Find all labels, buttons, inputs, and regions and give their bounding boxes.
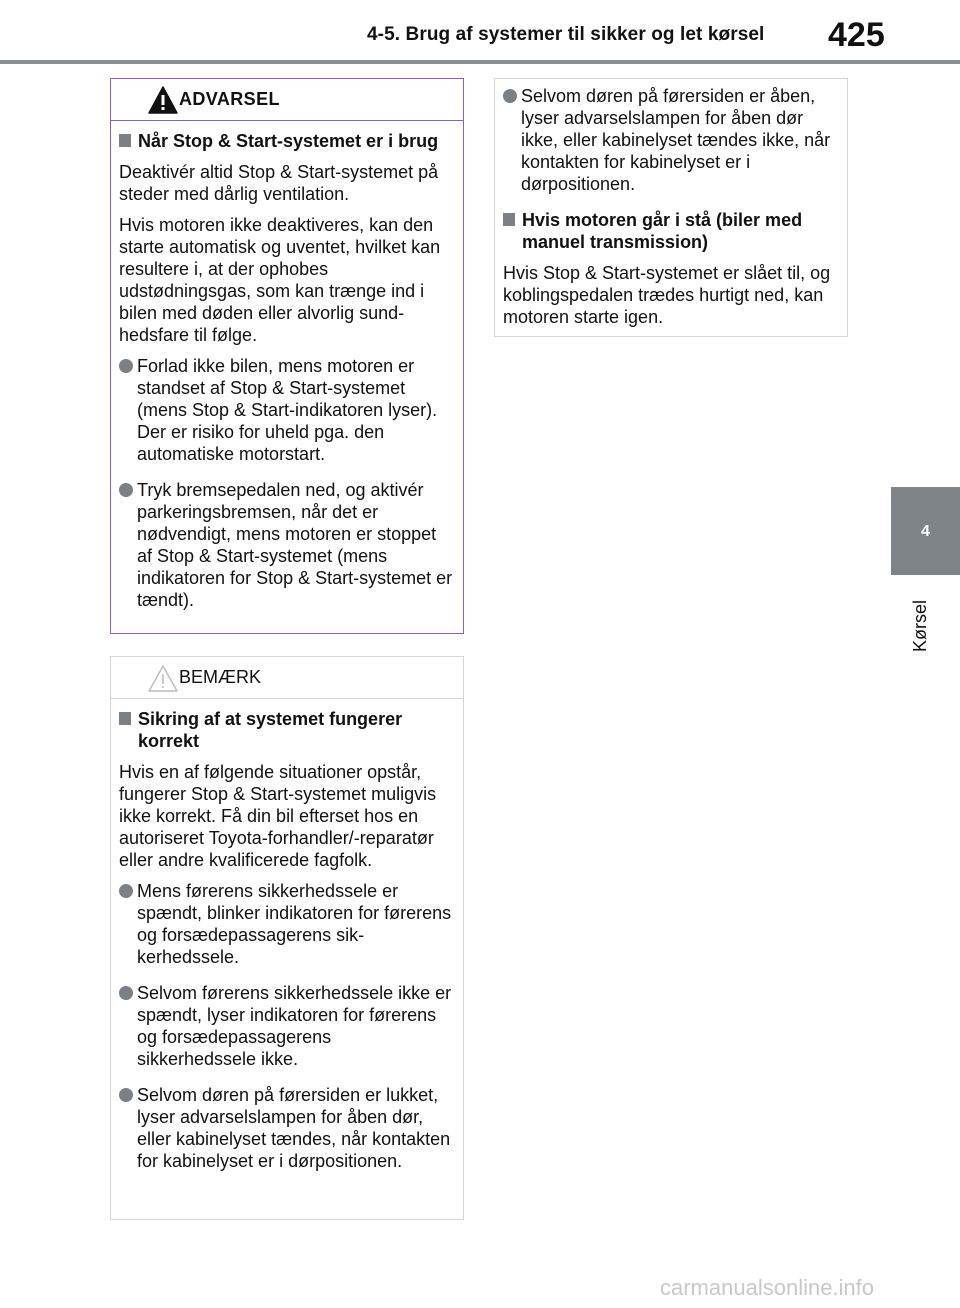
warning-bullet-text: Tryk bremsepedalen ned, og aktivér parkeringsbremsen, når det er nødvendigt, mens motoren er stoppet af Stop & Start-systemet (mens indikatoren for Stop & Start-systemet er tændt). [137, 480, 453, 610]
caution-triangle-icon [147, 663, 179, 693]
chapter-tab [891, 487, 960, 575]
warning-bullet [119, 479, 453, 611]
page-number: 425 [828, 16, 885, 54]
note-bullet-text: Mens førerens sikkerhedssele er spændt, blinker indikatoren for førerens og forsædepassagerens sikkerhedssele. [137, 881, 452, 967]
note-bullet [119, 880, 453, 968]
watermark: carmanualsonline.info [660, 1275, 875, 1300]
note-subheading [119, 708, 453, 752]
section-title: 4-5. Brug af systemer til sikker og let kørsel [367, 24, 765, 45]
note-box [110, 656, 464, 1220]
warning-paragraph: Hvis motoren ikke deaktiveres, kan den starte automatisk og uventet, hvilket kan resultere i, at der ophobes udstødningsgas, som kan trænge ind i bilen med døden eller alvorlig sundhedsfare til følge. [119, 215, 441, 345]
note-bullet [119, 1084, 453, 1172]
continued-bullet [503, 85, 837, 195]
round-bullet-icon [119, 359, 133, 373]
warning-box [110, 78, 464, 634]
note-bullet-text: Selvom førerens sikkerhedssele ikke er spændt, lyser indikatoren for førerens og forsædepassagerens sikkerhedssele ikke. [137, 983, 452, 1069]
note-bullet-text: Selvom døren på førersiden er lukket, lyser advarselslampen for åben dør, eller kabinelyset tændes, når kontakten for kabinelyset er i dørpositionen. [137, 1085, 451, 1171]
square-bullet-icon [119, 712, 131, 725]
continued-bullet-text: Selvom døren på førersiden er åben, lyser advarselslampen for åben dør ikke, eller kabinelyset tændes ikke, når kontakten for kabinelyset er i dørpositionen. [521, 86, 831, 194]
warning-subheading [119, 130, 453, 152]
warning-paragraph: Deaktivér altid Stop & Start-systemet på steder med dårlig ventilation. [119, 162, 439, 204]
chapter-label: Kørsel [910, 599, 930, 652]
warning-header [111, 79, 463, 121]
continued-subheading-text: Hvis motoren går i stå (biler med manuel transmission) [522, 210, 803, 252]
round-bullet-icon [503, 89, 517, 103]
note-title: BEMÆRK [179, 667, 262, 687]
round-bullet-icon [119, 1088, 133, 1102]
continued-paragraph: Hvis Stop & Start-systemet er slået til, og koblingspedalen trædes hurtigt ned, kan motoren starte igen. [503, 263, 831, 327]
header-divider [0, 60, 960, 64]
continued-subheading [503, 209, 837, 253]
round-bullet-icon [119, 986, 133, 1000]
note-paragraph: Hvis en af følgende situationer opstår, fungerer Stop & Start-systemet muligvis ikke korrekt. Få din bil efterset hos en autoriseret Toyota-forhandler/-reparatør eller andre kvalificerede fagfolk. [119, 762, 437, 870]
note-header [111, 657, 463, 699]
square-bullet-icon [503, 213, 515, 226]
chapter-number: 4 [921, 523, 930, 540]
note-content [111, 699, 463, 1172]
warning-content [111, 121, 463, 611]
continued-content [495, 79, 847, 328]
note-subheading-text: Sikring af at systemet fungerer korrekt [138, 709, 403, 751]
warning-bullet-text: Forlad ikke bilen, mens motoren er standset af Stop & Start-systemet (mens Stop & Start-indikatoren lyser). Der er risiko for uheld pga. den automatiske motorstart. [137, 356, 438, 464]
round-bullet-icon [119, 884, 133, 898]
warning-bullet [119, 355, 453, 465]
warning-subheading-text: Når Stop & Start-systemet er i brug [138, 131, 439, 151]
note-bullet [119, 982, 453, 1070]
round-bullet-icon [119, 483, 133, 497]
square-bullet-icon [119, 134, 131, 147]
warning-triangle-icon [147, 85, 179, 115]
note-continued-box [494, 78, 848, 337]
warning-title: ADVARSEL [179, 89, 280, 109]
chapter-label-wrap [908, 582, 932, 652]
